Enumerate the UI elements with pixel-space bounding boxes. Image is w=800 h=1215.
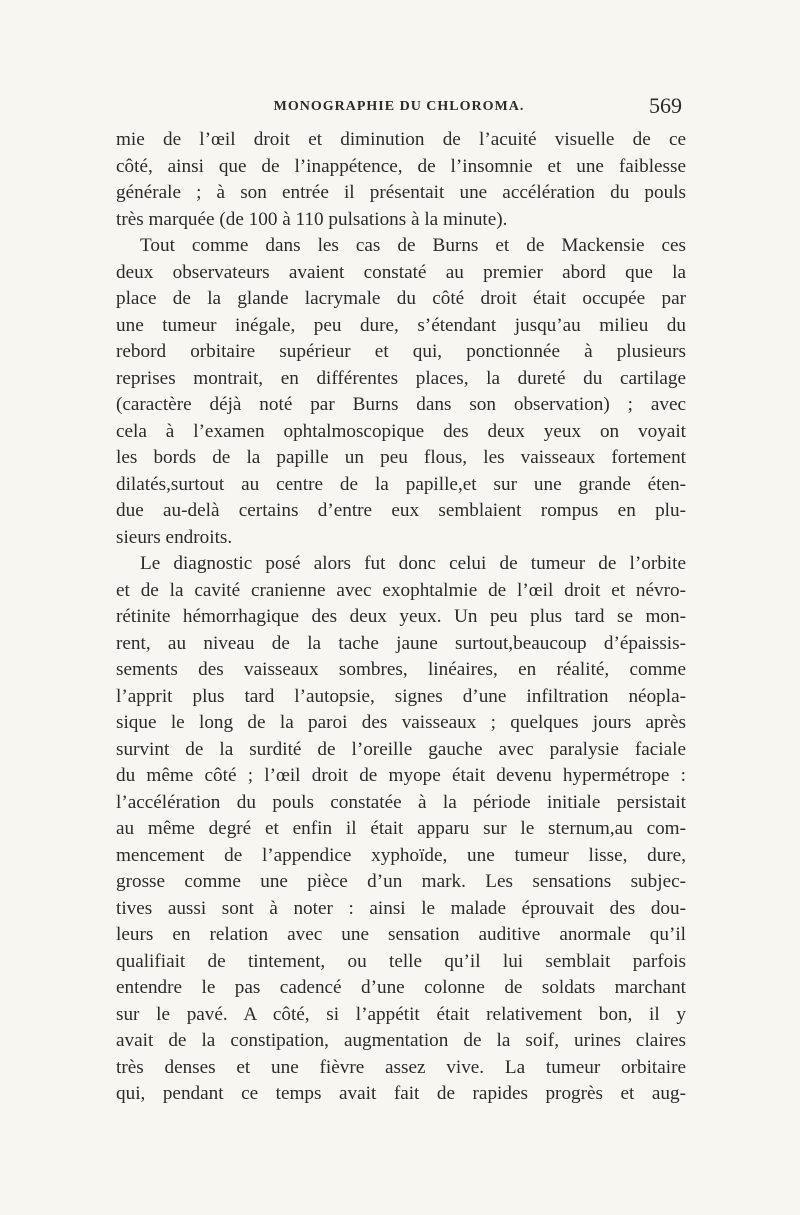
text-line: dilatés,surtout au centre de la papille,et sur une grande éten-: [116, 473, 686, 495]
text-line: avait de la constipation, augmentation de la soif, urines claires: [116, 1030, 686, 1051]
text-line: survint de la surdité de l’oreille gauche avec paralysie faciale: [116, 738, 686, 760]
text-line: les bords de la papille un peu flous, les vaisseaux fortement: [116, 447, 686, 468]
text-line: rebord orbitaire supérieur et qui, ponctionnée à plusieurs: [116, 341, 686, 362]
page-header: [116, 93, 682, 123]
text-line: reprises montrait, en différentes places, la dureté du cartilage: [116, 367, 686, 389]
text-line: Le diagnostic posé alors fut donc celui de tumeur de l’orbite: [140, 553, 686, 574]
text-line: et de la cavité cranienne avec exophtalmie de l’œil droit et névro-: [116, 579, 686, 601]
body-text: [116, 127, 686, 1108]
text-line: très marquée (de 100 à 110 pulsations à la minute).: [116, 208, 508, 230]
text-line: entendre le pas cadencé d’une colonne de soldats marchant: [116, 977, 686, 998]
text-line: sur le pavé. A côté, si l’appétit était relativement bon, il y: [116, 1003, 686, 1025]
text-line: qualifiait de tintement, ou telle qu’il lui semblait parfois: [116, 950, 686, 972]
text-line: Tout comme dans les cas de Burns et de Mackensie ces: [140, 235, 686, 256]
text-line: place de la glande lacrymale du côté droit était occupée par: [116, 288, 686, 309]
text-line: très denses et une fièvre assez vive. La tumeur orbitaire: [116, 1056, 686, 1078]
text-line: (caractère déjà noté par Burns dans son observation) ; avec: [116, 394, 686, 415]
text-line: tives aussi sont à noter : ainsi le malade éprouvait des dou-: [116, 897, 686, 919]
text-line: deux observateurs avaient constaté au premier abord que la: [116, 261, 686, 283]
text-line: rétinite hémorrhagique des deux yeux. Un peu plus tard se mon-: [116, 606, 686, 627]
text-line: générale ; à son entrée il présentait une accélération du pouls: [116, 182, 686, 203]
text-line: leurs en relation avec une sensation auditive anormale qu’il: [116, 924, 686, 945]
text-line: l’apprit plus tard l’autopsie, signes d’une infiltration néopla-: [116, 685, 686, 707]
text-line: sements des vaisseaux sombres, linéaires, en réalité, comme: [116, 659, 686, 680]
text-line: du même côté ; l’œil droit de myope était devenu hypermétrope :: [116, 765, 686, 786]
text-line: côté, ainsi que de l’inappétence, de l’insomnie et une faiblesse: [116, 155, 686, 177]
page-number: 569: [649, 93, 682, 118]
text-line: sieurs endroits.: [116, 526, 233, 548]
text-line: mencement de l’appendice xyphoïde, une tumeur lisse, dure,: [116, 844, 686, 866]
text-line: mie de l’œil droit et diminution de l’acuité visuelle de ce: [116, 129, 686, 150]
running-title: MONOGRAPHIE DU CHLOROMA.: [273, 99, 525, 114]
text-line: due au-delà certains d’entre eux semblaient rompus en plu-: [116, 500, 686, 521]
text-line: qui, pendant ce temps avait fait de rapides progrès et aug-: [116, 1083, 686, 1104]
text-line: au même degré et enfin il était apparu sur le sternum,au com-: [116, 818, 686, 839]
text-line: l’accélération du pouls constatée à la période initiale persistait: [116, 791, 686, 813]
text-line: rent, au niveau de la tache jaune surtout,beaucoup d’épaissis-: [116, 632, 686, 654]
text-line: une tumeur inégale, peu dure, s’étendant jusqu’au milieu du: [116, 314, 686, 336]
text-line: grosse comme une pièce d’un mark. Les sensations subjec-: [116, 871, 686, 892]
text-line: cela à l’examen ophtalmoscopique des deux yeux on voyait: [116, 420, 686, 442]
text-line: sique le long de la paroi des vaisseaux ; quelques jours après: [116, 712, 686, 733]
